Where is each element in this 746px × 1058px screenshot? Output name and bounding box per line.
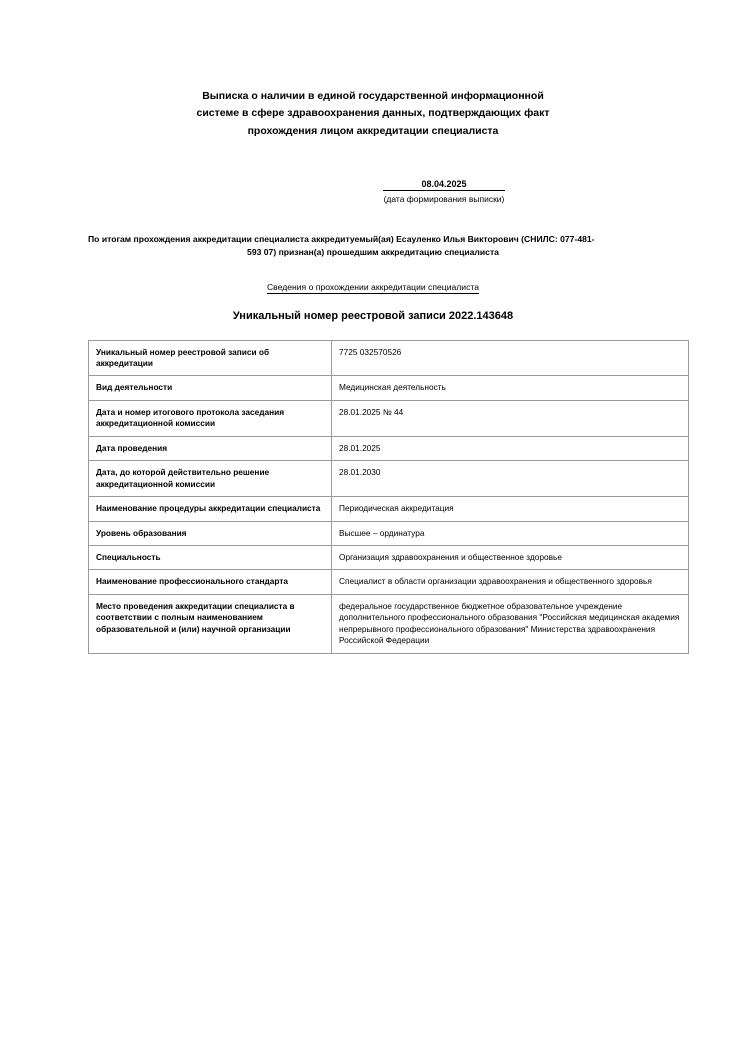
row-value: Организация здравоохранения и общественное здоровье xyxy=(332,545,689,569)
table-row xyxy=(89,400,689,436)
row-value: федеральное государственное бюджетное образовательное учреждение дополнительного профессионального образования "Российская медицинская академия непрерывного профессионального образования" Министерства здравоохранения Российской Федерации xyxy=(332,594,689,653)
accreditation-table xyxy=(88,340,689,654)
section-heading-text: Сведения о прохождении аккредитации специалиста xyxy=(266,281,480,292)
page-title-line-2: системе в сфере здравоохранения данных, подтверждающих факт xyxy=(196,107,550,120)
formation-date-value: 08.04.2025 xyxy=(383,179,504,191)
intro-line-1: По итогам прохождения аккредитации специалиста аккредитуемый(ая) Есауленко Илья Викторович (СНИЛС: 077-481- xyxy=(88,233,595,244)
document-body xyxy=(88,0,680,654)
table-row xyxy=(89,436,689,460)
table-row xyxy=(89,376,689,400)
row-label: Уникальный номер реестровой записи об аккредитации xyxy=(89,340,332,376)
row-value: 28.01.2025 № 44 xyxy=(332,400,689,436)
page-title xyxy=(88,88,658,140)
row-label: Специальность xyxy=(89,545,332,569)
row-label: Дата проведения xyxy=(89,436,332,460)
table-row xyxy=(89,340,689,376)
row-value: 28.01.2030 xyxy=(332,461,689,497)
table-row xyxy=(89,521,689,545)
table-row xyxy=(89,570,689,594)
table-row xyxy=(89,594,689,653)
formation-date-caption: (дата формирования выписки) xyxy=(383,193,505,204)
formation-date-block xyxy=(88,174,658,207)
row-label: Место проведения аккредитации специалиста в соответствии с полным наименованием образовательной и (или) научной организации xyxy=(89,594,332,653)
intro-paragraph xyxy=(88,233,658,260)
row-value: Периодическая аккредитация xyxy=(332,497,689,521)
record-number-heading: Уникальный номер реестровой записи 2022.143648 xyxy=(232,309,514,322)
row-label: Наименование профессионального стандарта xyxy=(89,570,332,594)
table-row xyxy=(89,461,689,497)
page-title-line-1: Выписка о наличии в единой государственной информационной xyxy=(202,90,544,102)
table-row xyxy=(89,545,689,569)
row-value: Высшее – ординатура xyxy=(332,521,689,545)
row-label: Дата, до которой действительно решение аккредитационной комиссии xyxy=(89,461,332,497)
row-label: Наименование процедуры аккредитации специалиста xyxy=(89,497,332,521)
row-label: Вид деятельности xyxy=(89,376,332,400)
formation-date-inner xyxy=(383,174,504,204)
table-row xyxy=(89,497,689,521)
row-value: 28.01.2025 xyxy=(332,436,689,460)
row-value: Медицинская деятельность xyxy=(332,376,689,400)
row-label: Уровень образования xyxy=(89,521,332,545)
intro-line-2: 593 07) признан(а) прошедшим аккредитацию специалиста xyxy=(247,247,499,258)
row-value: Специалист в области организации здравоохранения и общественного здоровья xyxy=(332,570,689,594)
row-label: Дата и номер итогового протокола заседания аккредитационной комиссии xyxy=(89,400,332,436)
section-heading xyxy=(88,282,658,292)
row-value: 7725 032570526 xyxy=(332,340,689,376)
page-title-line-3: прохождения лицом аккредитации специалиста xyxy=(247,124,499,137)
